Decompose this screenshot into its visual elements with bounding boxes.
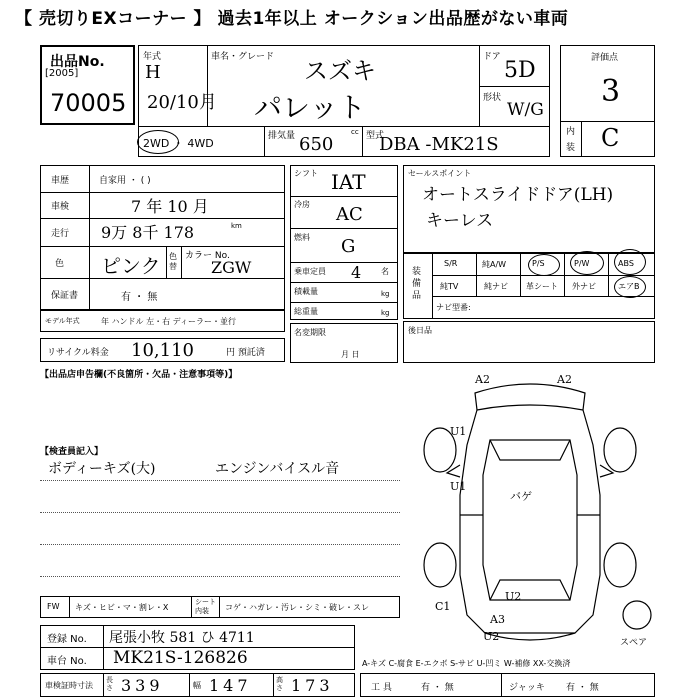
damage-legend: A-キズ C-腐食 E-エクボ S-サビ U-凹ミ W-補修 XX-交換済 xyxy=(362,659,571,668)
recycle-unit: 円 預託済 xyxy=(226,348,265,358)
inspector-note-2: エンジンバイスル音 xyxy=(215,461,340,477)
displacement-label: 排気量 xyxy=(268,131,296,141)
name-change-value: 月 日 xyxy=(341,350,360,359)
door-value: 5D xyxy=(504,58,536,83)
specs-block xyxy=(290,165,398,320)
lot-label: 出品No. xyxy=(50,54,105,70)
drive-circle xyxy=(137,130,179,154)
jack-label: ジャッキ xyxy=(509,683,545,693)
history-value: 自家用 ・ ( ) xyxy=(99,176,151,186)
equip-check-abs xyxy=(614,249,646,275)
equip-abs: ABS xyxy=(618,259,634,268)
equip-navi: 純ナビ xyxy=(484,282,508,291)
sales-point-label: セールスポイント xyxy=(408,169,472,178)
seat-label: シート内装 xyxy=(195,598,216,615)
tools-box xyxy=(360,673,655,697)
equip-airbag: エアB xyxy=(618,282,640,291)
name-change-label: 名変期限 xyxy=(294,328,326,337)
jack-value: 有 ・ 無 xyxy=(566,683,599,693)
gross-weight-unit: kg xyxy=(381,309,390,317)
length-value: 339 xyxy=(121,676,164,695)
equip-tv: 純TV xyxy=(440,282,459,291)
warranty-label: 保証書 xyxy=(51,291,79,301)
later-items-label: 後日品 xyxy=(408,326,432,335)
damage-a3: A3 xyxy=(490,613,505,626)
equip-pw: P/W xyxy=(574,259,590,268)
interior-value: C xyxy=(601,124,620,152)
damage-bige: バゲ xyxy=(510,490,532,503)
drive-type: 2WD ・ 4WD xyxy=(143,137,214,150)
model-value: パレット xyxy=(254,91,366,124)
color-value: ピンク xyxy=(101,254,161,278)
seat-value: コゲ・ハガレ・汚レ・シミ・破レ・スレ xyxy=(225,603,369,612)
interior-label-1: 内 xyxy=(566,127,576,137)
history-label: 車歴 xyxy=(51,176,70,186)
registration-value: 尾張小牧 581 ひ 4711 xyxy=(109,630,255,646)
top-info-block xyxy=(138,45,550,157)
color-label: 色 xyxy=(55,259,65,269)
score-label: 評価点 xyxy=(591,53,619,63)
dimensions-label: 車検証時寸法 xyxy=(45,681,93,690)
era-value: H xyxy=(145,62,161,83)
tools-value: 有 ・ 無 xyxy=(421,683,454,693)
km-unit: km xyxy=(231,222,242,230)
capacity-label: 乗車定員 xyxy=(294,267,326,276)
color-change-label: 色替 xyxy=(169,252,177,271)
fuel-label: 燃料 xyxy=(294,233,310,242)
inspector-header: 【検査員記入】 xyxy=(40,447,104,457)
equip-check-ps xyxy=(528,254,560,276)
model-code-value: DBA -MK21S xyxy=(379,134,499,155)
later-items-box xyxy=(403,321,655,363)
equip-check-pw xyxy=(570,251,604,275)
capacity-unit: 名 xyxy=(381,267,389,276)
make-value: スズキ xyxy=(304,57,376,85)
lot-number: 70005 xyxy=(50,89,127,117)
fuel-value: G xyxy=(341,236,356,257)
interior-label-2: 装 xyxy=(566,143,576,153)
mileage-value: 9万 8千 178 xyxy=(101,223,195,242)
fw-seat-row xyxy=(40,596,400,618)
damage-u2-rear: U2 xyxy=(505,590,522,603)
sales-point-line1: オートスライドドア(LH) xyxy=(422,185,614,205)
recycle-label: リサイクル料金 xyxy=(47,348,109,358)
registration-box xyxy=(40,625,355,670)
score-value: 3 xyxy=(601,74,621,109)
damage-u1-lower: U1 xyxy=(450,480,467,493)
sales-point-line2: キーレス xyxy=(426,211,494,231)
recycle-row xyxy=(40,338,285,362)
door-label: ドア xyxy=(483,52,501,62)
registration-label: 登録 No. xyxy=(47,634,87,645)
equip-leather: 革シート xyxy=(526,282,558,291)
model-code-label: 型式 xyxy=(366,131,385,141)
inspection-label: 車検 xyxy=(51,202,70,212)
shift-label: シフト xyxy=(294,169,318,178)
height-label: 高さ xyxy=(276,676,283,692)
inspection-value: 7 年 10 月 xyxy=(131,197,209,216)
gross-weight-label: 総重量 xyxy=(294,307,318,316)
equipment-box xyxy=(403,253,655,319)
inspector-note-1: ボディーキズ(大) xyxy=(48,461,156,477)
vehicle-history-block xyxy=(40,165,285,310)
displacement-value: 650 xyxy=(299,134,334,155)
chassis-value: MK21S-126826 xyxy=(113,648,248,668)
chassis-label: 車台 No. xyxy=(47,656,87,667)
ac-value: AC xyxy=(336,204,363,225)
tools-label: 工 具 xyxy=(371,683,392,693)
equip-ps: P/S xyxy=(532,259,545,268)
fw-label: FW xyxy=(47,602,60,611)
length-label: 長さ xyxy=(106,676,113,692)
body-type-label: 形状 xyxy=(483,93,502,103)
height-value: 173 xyxy=(291,676,334,695)
width-value: 147 xyxy=(209,676,252,695)
color-number-value: ZGW xyxy=(211,258,252,277)
damage-a2-right: A2 xyxy=(557,373,572,386)
width-label: 幅 xyxy=(193,681,201,690)
year-label: 年式 xyxy=(143,52,162,62)
damage-a2-left: A2 xyxy=(475,373,490,386)
equip-ext-navi: 外ナビ xyxy=(572,282,596,291)
dimensions-box xyxy=(40,673,355,697)
model-year-row xyxy=(40,310,285,332)
damage-u1-upper: U1 xyxy=(450,425,467,438)
mileage-label: 走行 xyxy=(51,229,70,239)
handle-label: 年 ハンドル 左・右 ディーラー・並行 xyxy=(101,317,236,326)
lot-number-box xyxy=(40,45,135,125)
seller-comments-header: 【出品店申告欄(不良箇所・欠品・注意事項等)】 xyxy=(40,370,238,380)
warranty-value: 有 ・ 無 xyxy=(121,292,158,303)
damage-u2-bottom: U2 xyxy=(483,630,500,643)
year-month-value: 20/10月 xyxy=(147,92,217,113)
spare-label: スペア xyxy=(620,638,648,648)
damage-c1: C1 xyxy=(435,600,451,613)
cc-unit: cc xyxy=(351,128,359,136)
body-type-value: W/G xyxy=(507,100,544,120)
model-year-label: モデル年式 xyxy=(45,317,80,325)
equipment-label: 装備品 xyxy=(412,267,422,301)
ac-label: 冷房 xyxy=(294,200,310,209)
recycle-value: 10,110 xyxy=(131,340,194,361)
capacity-value: 4 xyxy=(351,263,362,282)
navi-model-label: ナビ型番: xyxy=(436,303,471,312)
equip-sr: S/R xyxy=(444,259,458,268)
sales-point-box xyxy=(403,165,655,253)
equip-check-airbag xyxy=(614,276,646,298)
name-change-box xyxy=(290,323,398,363)
fw-value: キズ・ヒビ・マ・割レ・X xyxy=(75,603,169,612)
lot-year-tag: [2005] xyxy=(45,68,79,79)
car-name-label: 車名・グレード xyxy=(211,52,275,62)
color-number-label: カラー No. xyxy=(185,251,230,261)
load-label: 積載量 xyxy=(294,287,318,296)
banner-title: 【 売切りEXコーナー 】 過去1年以上 オークション出品歴がない車両 xyxy=(15,9,569,29)
grade-box xyxy=(560,45,655,157)
load-unit: kg xyxy=(381,290,390,298)
equip-aw: 純A/W xyxy=(482,260,507,269)
car-damage-diagram xyxy=(405,365,655,655)
shift-value: IAT xyxy=(331,170,366,194)
